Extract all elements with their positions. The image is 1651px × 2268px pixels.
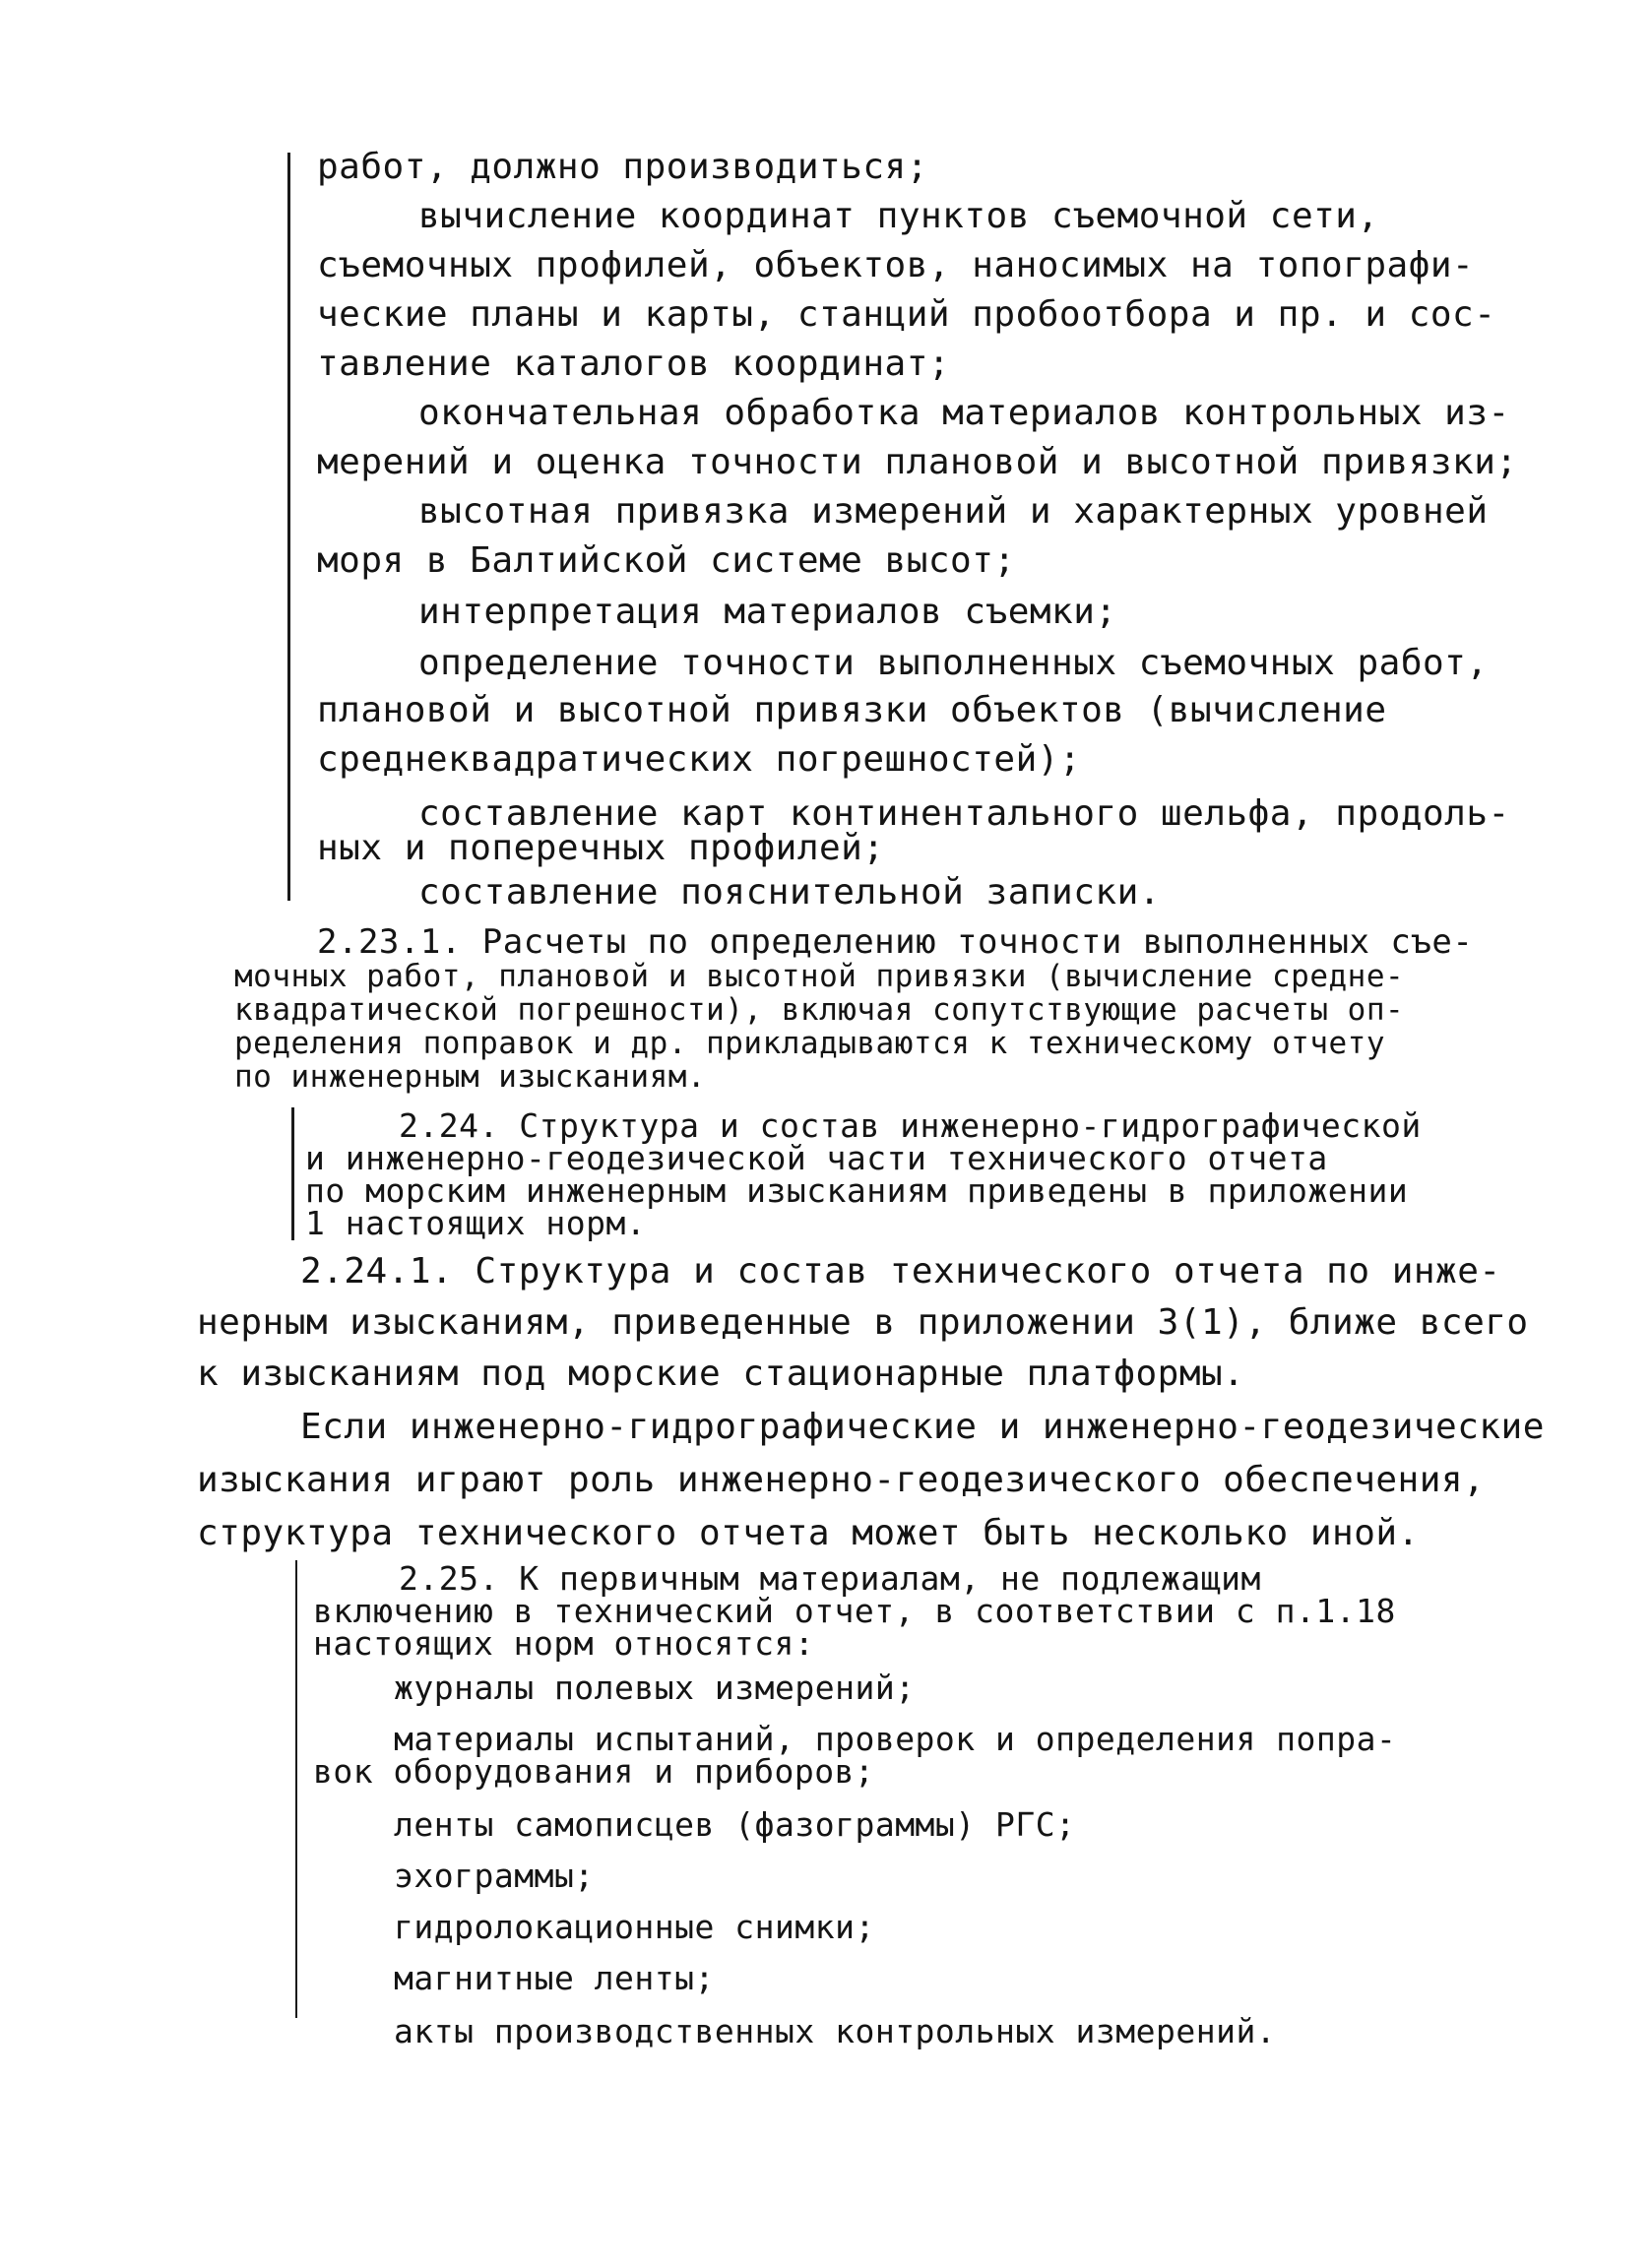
- text-line: и инженерно-геодезической части технического отчета: [305, 1139, 1328, 1177]
- text-line: структура технического отчета может быть несколько иной.: [197, 1513, 1420, 1553]
- text-line: ческие планы и карты, станций пробоотбора и пр. и сос-: [317, 294, 1496, 335]
- text-line: 2.23.1. Расчеты по определению точности выполненных съе-: [317, 922, 1474, 962]
- text-line: интерпретация материалов съемки;: [418, 592, 1117, 632]
- text-line: квадратической погрешности), включая сопутствующие расчеты оп-: [234, 992, 1405, 1028]
- text-line: определение точности выполненных съемочных работ,: [418, 643, 1489, 683]
- text-line: эхограммы;: [394, 1857, 595, 1895]
- text-line: настоящих норм относятся:: [313, 1624, 815, 1663]
- text-line: 2.25. К первичным материалам, не подлежащим: [399, 1559, 1261, 1598]
- text-line: окончательная обработка материалов контрольных из-: [418, 393, 1510, 433]
- text-line: составление карт континентального шельфа, продоль-: [418, 793, 1510, 834]
- text-line: среднеквадратических погрешностей);: [317, 739, 1082, 780]
- text-line: магнитные ленты;: [394, 1959, 715, 1997]
- change-bar-section-a: [287, 153, 290, 901]
- change-bar-2-24: [291, 1107, 294, 1240]
- text-line: ленты самописцев (фазограммы) РГС;: [394, 1805, 1076, 1844]
- text-line: моря в Балтийской системе высот;: [317, 540, 1016, 581]
- change-bar-2-25: [295, 1560, 297, 2018]
- text-line: вок оборудования и приборов;: [313, 1752, 875, 1791]
- text-line: съемочных профилей, объектов, наносимых на топографи-: [317, 245, 1475, 285]
- text-line: 2.24.1. Структура и состав технического отчета по инже-: [300, 1251, 1501, 1292]
- text-line: мерений и оценка точности плановой и высотной привязки;: [317, 442, 1518, 482]
- text-line: работ, должно производиться;: [317, 147, 928, 187]
- text-line: изыскания играют роль инженерно-геодезического обеспечения,: [197, 1460, 1486, 1500]
- text-line: мочных работ, плановой и высотной привязки (вычисление средне-: [234, 959, 1405, 994]
- text-line: 2.24. Структура и состав инженерно-гидрографической: [399, 1106, 1422, 1145]
- text-line: включению в технический отчет, в соответствии с п.1.18: [313, 1592, 1396, 1630]
- text-line: Если инженерно-гидрографические и инженерно-геодезические: [300, 1407, 1545, 1447]
- text-line: по морским инженерным изысканиям приведены в приложении: [305, 1171, 1409, 1210]
- text-line: по инженерным изысканиям.: [234, 1059, 707, 1095]
- text-line: вычисление координат пунктов съемочной сети,: [418, 196, 1379, 236]
- text-line: журналы полевых измерений;: [394, 1669, 916, 1707]
- text-line: к изысканиям под морские стационарные платформы.: [197, 1354, 1245, 1394]
- text-line: ных и поперечных профилей;: [317, 828, 885, 868]
- text-line: тавление каталогов координат;: [317, 344, 951, 384]
- text-line: гидролокационные снимки;: [394, 1908, 875, 1946]
- text-line: высотная привязка измерений и характерных уровней: [418, 491, 1489, 532]
- text-line: ределения поправок и др. прикладываются к техническому отчету: [234, 1026, 1385, 1061]
- text-line: 1 настоящих норм.: [305, 1204, 647, 1242]
- text-line: плановой и высотной привязки объектов (вычисление: [317, 690, 1387, 730]
- text-line: акты производственных контрольных измерений.: [394, 2012, 1277, 2050]
- text-line: нерным изысканиям, приведенные в приложении 3(1), ближе всего: [197, 1302, 1529, 1343]
- text-line: составление пояснительной записки.: [418, 872, 1161, 913]
- text-line: материалы испытаний, проверок и определения попра-: [394, 1720, 1397, 1758]
